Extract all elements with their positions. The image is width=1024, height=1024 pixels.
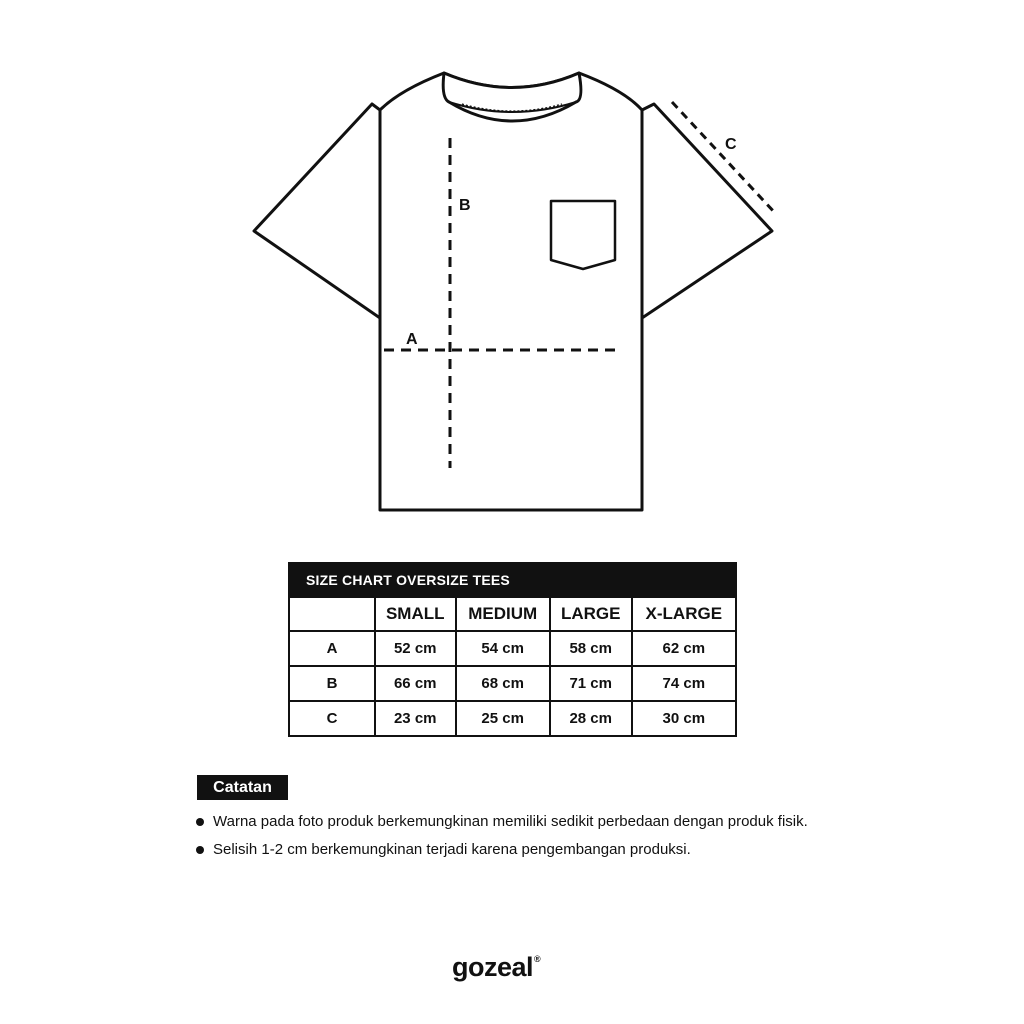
- header-small: SMALL: [375, 597, 456, 631]
- size-chart-table: [288, 562, 737, 737]
- cell-a-large: 58 cm: [550, 631, 632, 666]
- row-label-b: B: [289, 666, 375, 701]
- header-medium: MEDIUM: [456, 597, 550, 631]
- label-c: C: [725, 136, 737, 153]
- table-row: [289, 701, 736, 736]
- cell-c-medium: 25 cm: [456, 701, 550, 736]
- left-sleeve: [254, 104, 380, 318]
- cell-a-small: 52 cm: [375, 631, 456, 666]
- table-row: [289, 631, 736, 666]
- cell-b-xlarge: 74 cm: [632, 666, 736, 701]
- cell-b-medium: 68 cm: [456, 666, 550, 701]
- row-label-a: A: [289, 631, 375, 666]
- label-b: B: [459, 197, 471, 214]
- bullet-icon: [196, 846, 204, 854]
- row-label-c: C: [289, 701, 375, 736]
- cell-b-large: 71 cm: [550, 666, 632, 701]
- notes-list: [195, 812, 808, 868]
- size-chart-title: SIZE CHART OVERSIZE TEES: [289, 563, 736, 597]
- header-xlarge: X-LARGE: [632, 597, 736, 631]
- chest-pocket: [551, 201, 615, 269]
- label-a: A: [406, 331, 418, 348]
- cell-a-medium: 54 cm: [456, 631, 550, 666]
- list-item: [195, 840, 808, 868]
- notes-heading: Catatan: [197, 775, 288, 800]
- note-text: Warna pada foto produk berkemungkinan memiliki sedikit perbedaan dengan produk fisik.: [213, 813, 808, 830]
- note-text: Selisih 1-2 cm berkemungkinan terjadi karena pengembangan produksi.: [213, 841, 691, 858]
- bullet-icon: [196, 818, 204, 826]
- cell-a-xlarge: 62 cm: [632, 631, 736, 666]
- right-sleeve: [642, 104, 772, 318]
- shirt-body: [380, 73, 642, 510]
- cell-c-small: 23 cm: [375, 701, 456, 736]
- cell-b-small: 66 cm: [375, 666, 456, 701]
- table-row: [289, 666, 736, 701]
- header-large: LARGE: [550, 597, 632, 631]
- cell-c-large: 28 cm: [550, 701, 632, 736]
- header-empty: [289, 597, 375, 631]
- list-item: [195, 812, 808, 840]
- registered-mark-icon: ®: [534, 954, 541, 964]
- cell-c-xlarge: 30 cm: [632, 701, 736, 736]
- brand-logo: [452, 952, 540, 983]
- brand-name: gozeal: [452, 952, 534, 982]
